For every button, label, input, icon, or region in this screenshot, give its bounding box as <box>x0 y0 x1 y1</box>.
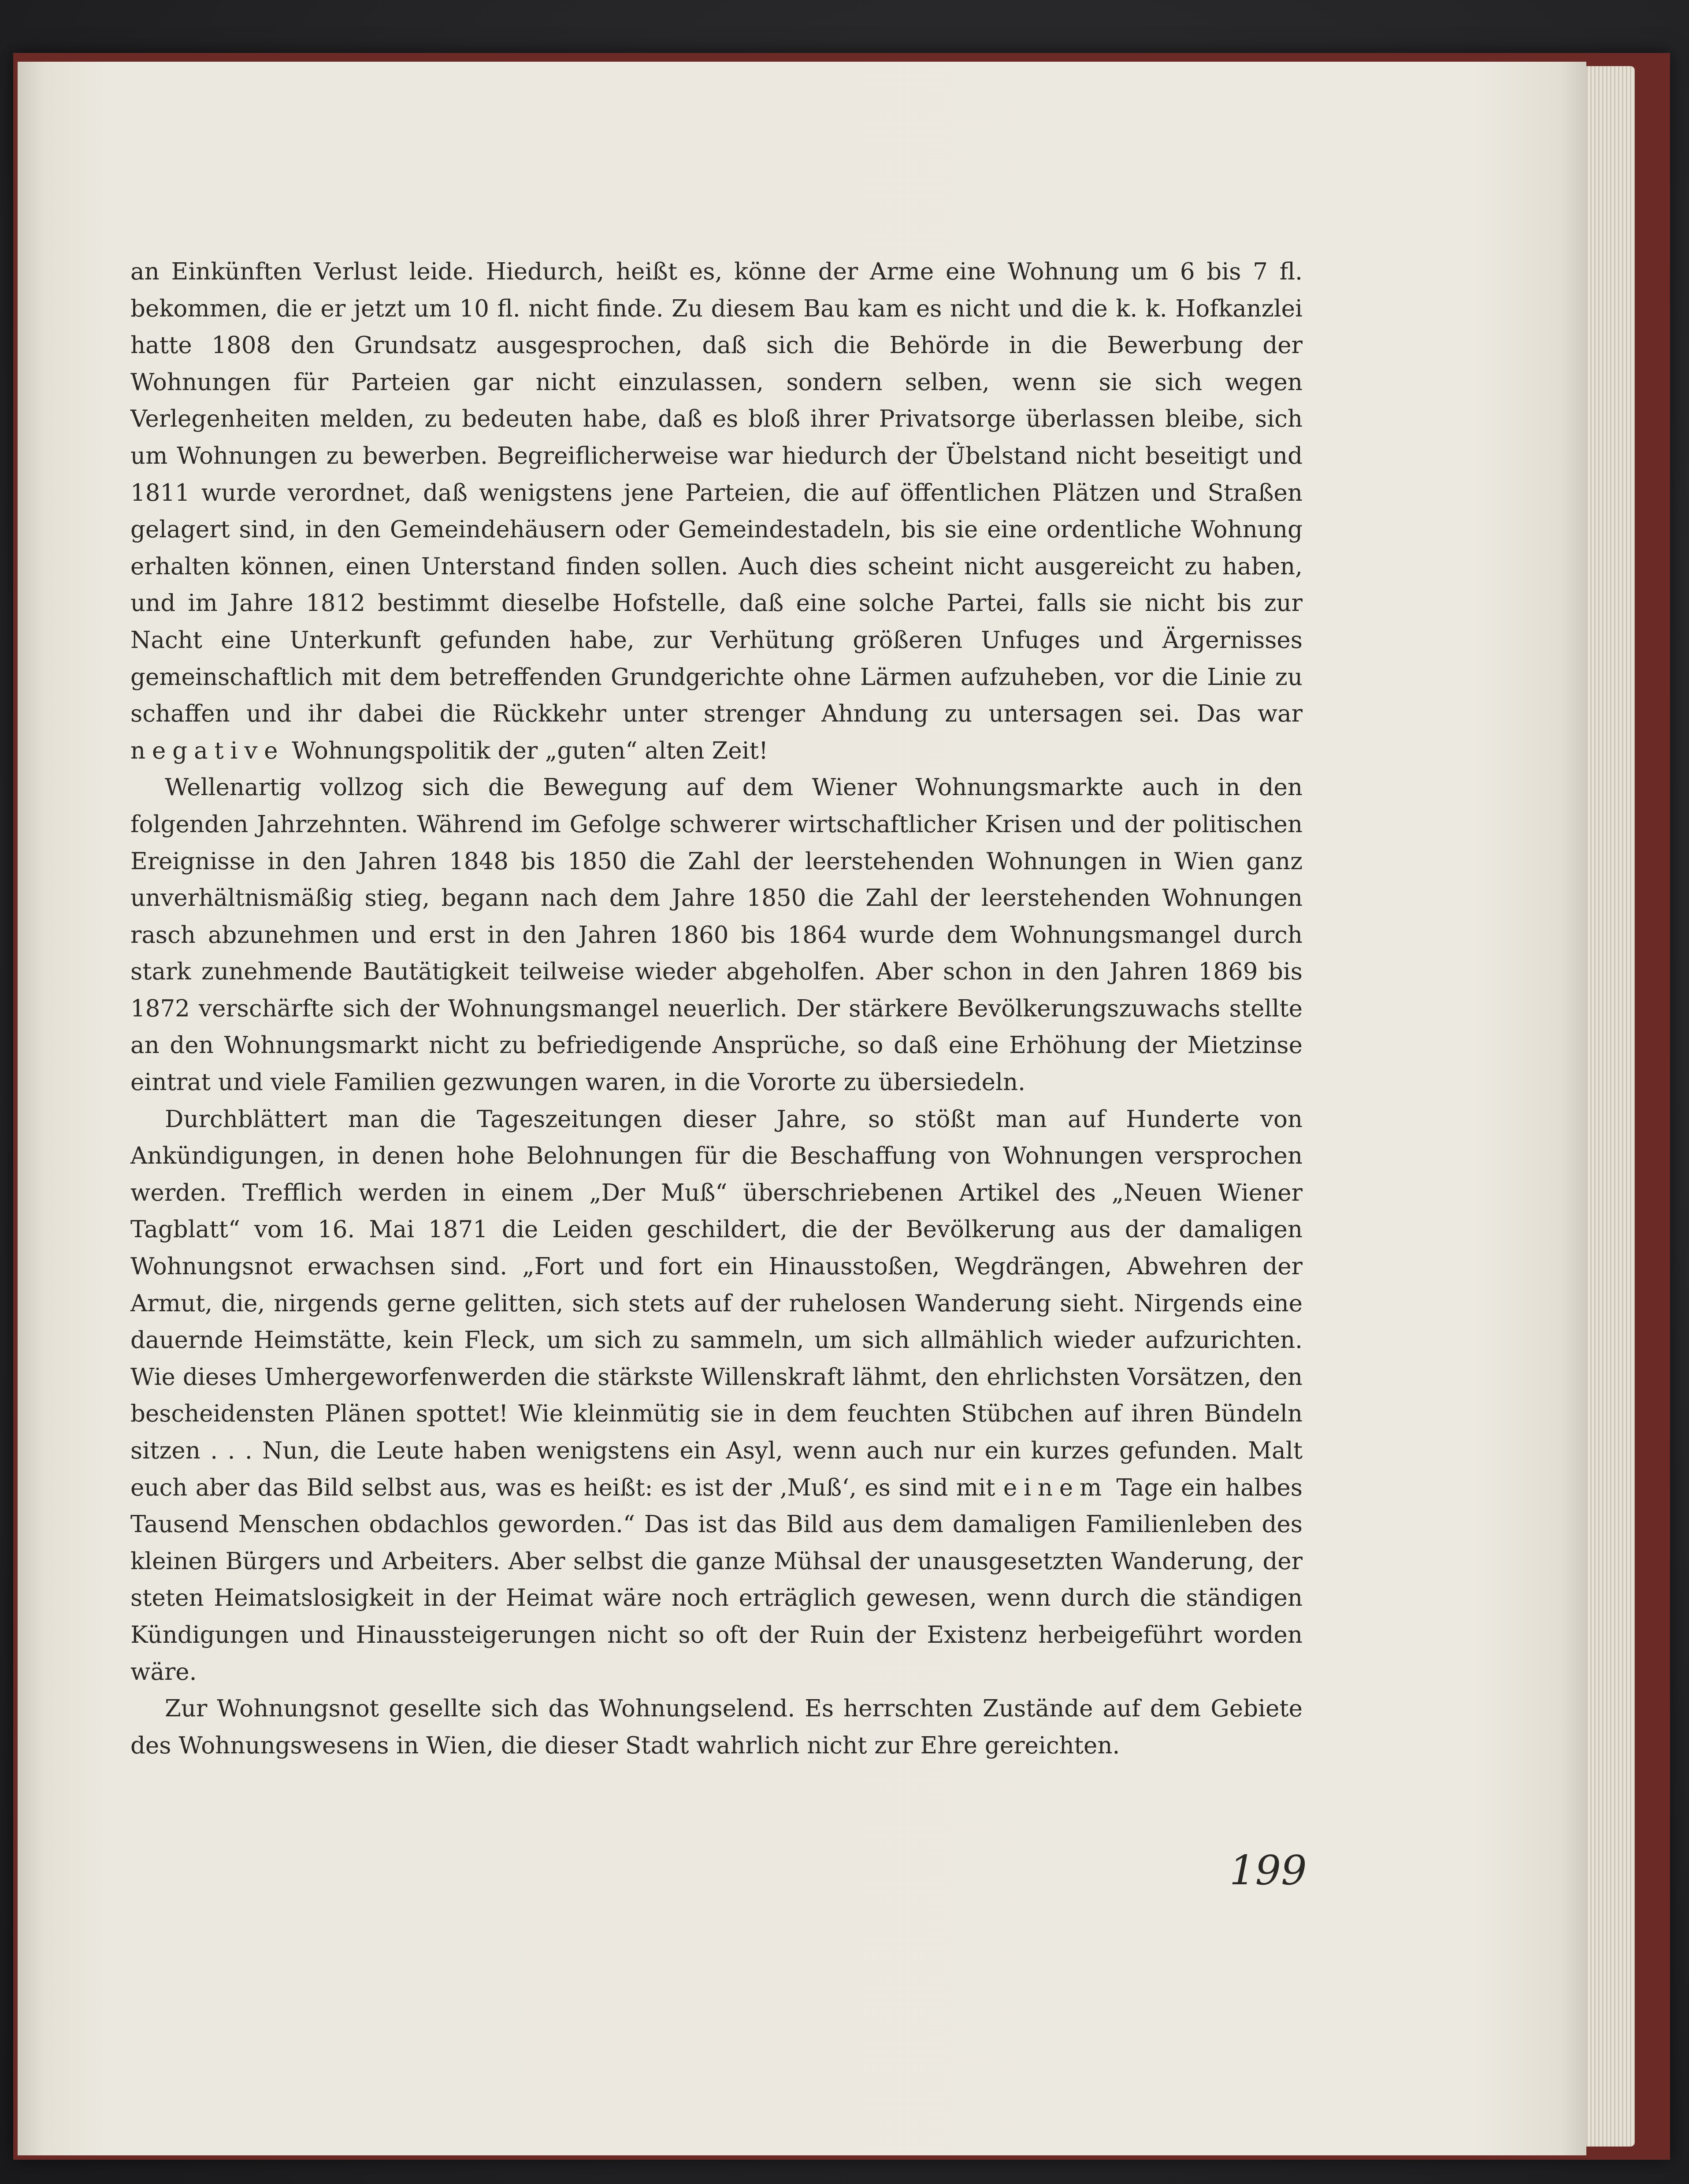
text-segment: Wellenartig vollzog sich die Bewegung auf dem Wiener Wohnungsmarkte auch in den folgenden Jahrzehnten. Während im Gefolge schwerer wirtschaftlicher Krisen und der politischen Ereignisse in den Jahren 1848 bis 1850 die Zahl der leerstehenden Wohnungen in Wien ganz unverhältnismäßig stieg, begann nach dem Jahre 1850 die Zahl der leerstehenden Wohnungen rasch abzunehmen und erst in den Jahren 1860 bis 1864 wurde dem Wohnungsmangel durch stark zunehmende Bautätigkeit teilweise wieder abgeholfen. Aber schon in den Jahren 1869 bis 1872 verschärfte sich der Wohnungsmangel neuerlich. Der stärkere Bevölkerungszuwachs stellte an den Wohnungsmarkt nicht zu befriedigende Ansprüche, so daß eine Erhöhung der Mietzinse eintrat und viele Familien gezwungen waren, in die Vororte zu übersiedeln. <box>130 774 1303 1096</box>
page-number: 199 <box>1229 1847 1307 1894</box>
text-segment: Wohnungspolitik der „guten“ alten Zeit! <box>284 737 768 764</box>
paragraph-1 <box>130 253 1303 769</box>
text-segment: an Einkünften Verlust leide. Hiedurch, heißt es, könne der Arme eine Wohnung um 6 bis 7 fl. bekommen, die er jetzt um 10 fl. nicht finde. Zu diesem Bau kam es nicht und die k. k. Hofkanzlei hatte 1808 den Grundsatz ausgesprochen, daß sich die Behörde in die Bewerbung der Wohnungen für Parteien gar nicht einzulassen, sondern selben, wenn sie sich wegen Verlegenheiten melden, zu bedeuten habe, daß es bloß ihrer Privatsorge überlassen bleibe, sich um Wohnungen zu bewerben. Begreiflicherweise war hiedurch der Übelstand nicht beseitigt und 1811 wurde verordnet, daß wenigstens jene Parteien, die auf öffentlichen Plätzen und Straßen gelagert sind, in den Gemeindehäusern oder Gemeindestadeln, bis sie eine ordentliche Wohnung erhalten können, einen Unterstand finden sollen. Auch dies scheint nicht ausgereicht zu haben, und im Jahre 1812 bestimmt dieselbe Hofstelle, daß eine solche Partei, falls sie nicht bis zur Nacht eine Unterkunft gefunden habe, zur Verhütung größeren Unfuges und Ärgernisses gemeinschaftlich mit dem betreffenden Grundgerichte ohne Lärmen aufzuheben, vor die Linie zu schaffen und ihr dabei die Rückkehr unter strenger Ahndung zu untersagen sei. Das war <box>130 258 1303 728</box>
emphasis-spaced: einem <box>1003 1474 1109 1501</box>
emphasis-spaced: negative <box>130 737 285 764</box>
paragraph-4 <box>130 1690 1303 1764</box>
text-segment: Tage ein halbes Tausend Menschen obdachlos geworden.“ Das ist das Bild aus dem damaligen Familienleben des kleinen Bürgers und Arbeiters. Aber selbst die ganze Mühsal der unausgesetzten Wanderung, der steten Heimatslosigkeit in der Heimat wäre noch erträglich gewesen, wenn durch die ständigen Kündigungen und Hinaussteigerungen nicht so oft der Ruin der Existenz herbeigeführt worden wäre. <box>130 1474 1303 1685</box>
paragraph-3 <box>130 1101 1303 1691</box>
text-segment: Durchblättert man die Tageszeitungen dieser Jahre, so stößt man auf Hunderte von Ankündigungen, in denen hohe Belohnungen für die Beschaffung von Wohnungen versprochen werden. Trefflich werden in einem „Der Muß“ überschriebenen Artikel des „Neuen Wiener Tagblatt“ vom 16. Mai 1871 die Leiden geschildert, die der Bevölkerung aus der damaligen Wohnungsnot erwachsen sind. „Fort und fort ein Hinausstoßen, Wegdrängen, Abwehren der Armut, die, nirgends gerne gelitten, sich stets auf der ruhelosen Wanderung sieht. Nirgends eine dauernde Heimstätte, kein Fleck, um sich zu sammeln, um sich allmählich wieder aufzurichten. Wie dieses Umhergeworfenwerden die stärkste Willenskraft lähmt, den ehrlichsten Vorsätzen, den bescheidensten Plänen spottet! Wie kleinmütig sie in dem feuchten Stübchen auf ihren Bündeln sitzen . . . Nun, die Leute haben wenigstens ein Asyl, wenn auch nur ein kurzes gefunden. Malt euch aber das Bild selbst aus, was es heißt: es ist der ‚Muß‘, es sind mit <box>130 1105 1303 1501</box>
body-text <box>130 253 1303 1764</box>
text-segment: Zur Wohnungsnot gesellte sich das Wohnungselend. Es herrschten Zustände auf dem Gebiete des Wohnungswesens in Wien, die dieser Stadt wahrlich nicht zur Ehre gereichten. <box>130 1695 1303 1759</box>
paragraph-2 <box>130 769 1303 1101</box>
